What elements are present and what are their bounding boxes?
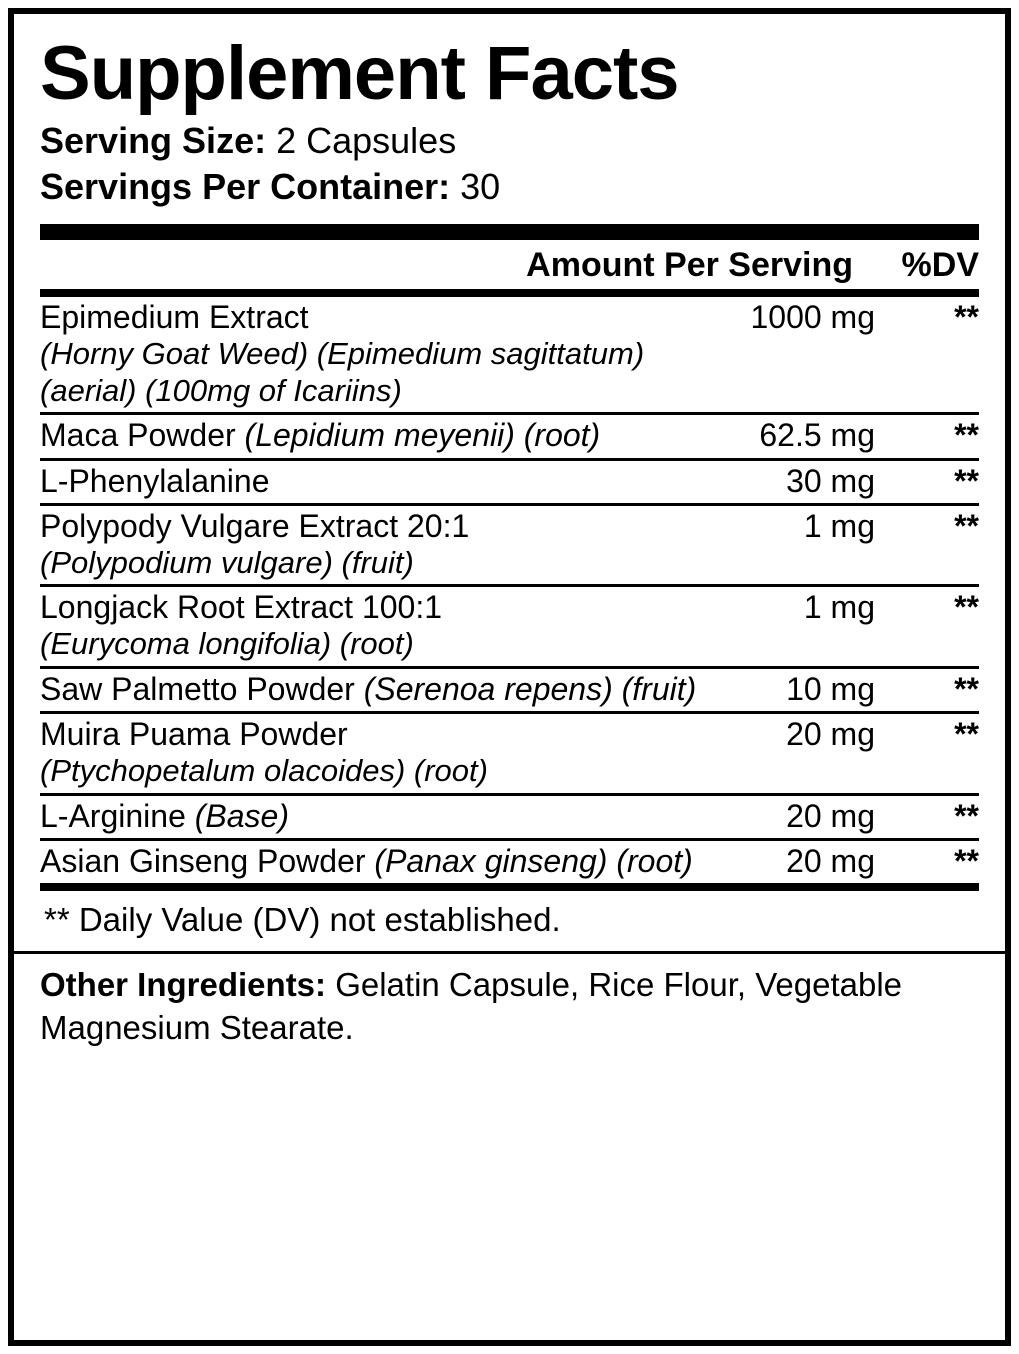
other-ingredients-value: Gelatin Capsule, Rice Flour, Vegetable Magnesium Stearate.: [40, 966, 903, 1046]
ingredient-name: Epimedium Extract: [40, 299, 309, 336]
ingredient-dv: **: [954, 299, 979, 336]
ingredient-name-cell: [40, 297, 715, 414]
ingredient-name-cell: [40, 414, 715, 459]
ingredient-name: L-Phenylalanine: [40, 462, 270, 499]
ingredient-amount: 62.5 mg: [715, 414, 875, 459]
ingredient-name-cell: [40, 668, 715, 713]
other-ingredients: [40, 954, 979, 1050]
ingredient-dv: **: [875, 794, 979, 839]
column-headers: [40, 240, 979, 289]
table-row: [40, 459, 979, 504]
ingredient-name: Polypody Vulgare Extract 20:1: [40, 507, 470, 544]
table-row: [40, 668, 979, 713]
ingredient-latin: (Panax ginseng) (root): [374, 842, 693, 879]
ingredient-amount: 20 mg: [715, 839, 875, 883]
ingredient-amount: 30 mg: [715, 459, 875, 504]
ingredient-name: Muira Puama Powder: [40, 716, 348, 753]
supplement-facts-panel: [8, 8, 1011, 1346]
ingredient-latin: (Base): [194, 797, 289, 834]
table-row: [40, 297, 979, 414]
ingredient-name-cell: [40, 459, 715, 504]
ingredient-name: L-Arginine: [40, 797, 195, 834]
serving-size-line: [40, 118, 979, 164]
serving-size-value: 2 Capsules: [276, 120, 457, 161]
table-row: [40, 839, 979, 883]
serving-size-label: Serving Size:: [40, 120, 267, 161]
ingredient-dv: **: [875, 839, 979, 883]
other-ingredients-label: Other Ingredients:: [40, 966, 327, 1004]
divider-medium: [40, 289, 979, 297]
ingredient-name: Saw Palmetto Powder: [40, 671, 364, 708]
ingredient-amount: 20 mg: [715, 794, 875, 839]
servings-per-container-label: Servings Per Container:: [40, 166, 451, 208]
table-row: [40, 504, 979, 586]
ingredient-latin: (Serenoa repens) (fruit): [363, 671, 697, 708]
ingredient-subtext: (Eurycoma longifolia) (root): [40, 626, 414, 662]
ingredient-name-cell: [40, 713, 715, 795]
divider-thick-top: [40, 224, 979, 240]
table-row: [40, 794, 979, 839]
ingredient-dv: **: [875, 459, 979, 504]
table-row: [40, 586, 979, 668]
dv-header: %DV: [901, 246, 979, 285]
ingredient-dv: **: [875, 414, 979, 459]
ingredient-name: Asian Ginseng Powder: [40, 842, 375, 879]
ingredient-amount: 20 mg: [715, 713, 875, 795]
ingredient-subtext: (Ptychopetalum olacoides) (root): [40, 753, 488, 789]
ingredient-name-cell: [40, 504, 715, 586]
ingredient-amount: 10 mg: [715, 668, 875, 713]
ingredient-name-cell: [40, 839, 715, 883]
ingredient-subtext: (Polypodium vulgare) (fruit): [40, 544, 414, 580]
ingredient-name: Maca Powder: [40, 417, 245, 454]
ingredient-amount: 1 mg: [715, 586, 875, 668]
ingredient-dv: **: [875, 713, 979, 795]
ingredient-name: Longjack Root Extract 100:1: [40, 589, 443, 626]
ingredient-name-cell: [40, 794, 715, 839]
servings-per-container-value: 30: [460, 166, 501, 208]
ingredient-name-cell: [40, 586, 715, 668]
dv-footnote: ** Daily Value (DV) not established.: [44, 901, 561, 939]
table-row: [40, 414, 979, 459]
ingredient-dv: **: [875, 586, 979, 668]
table-row: [40, 713, 979, 795]
ingredient-latin: (Lepidium meyenii) (root): [244, 417, 601, 454]
ingredient-dv: **: [875, 668, 979, 713]
ingredient-subtext: (Horny Goat Weed) (Epimedium sagittatum) (aerial) (100mg of Icariins): [40, 336, 645, 408]
servings-per-container-line: [40, 164, 979, 210]
page-title: Supplement Facts: [40, 31, 679, 116]
ingredient-amount: 1000 mg: [750, 299, 875, 336]
amount-per-serving-header: Amount Per Serving: [526, 246, 853, 285]
ingredients-table: [40, 297, 979, 883]
divider-medium-bottom: [40, 883, 979, 891]
ingredient-amount: 1 mg: [715, 504, 875, 586]
ingredient-dv: **: [875, 504, 979, 586]
